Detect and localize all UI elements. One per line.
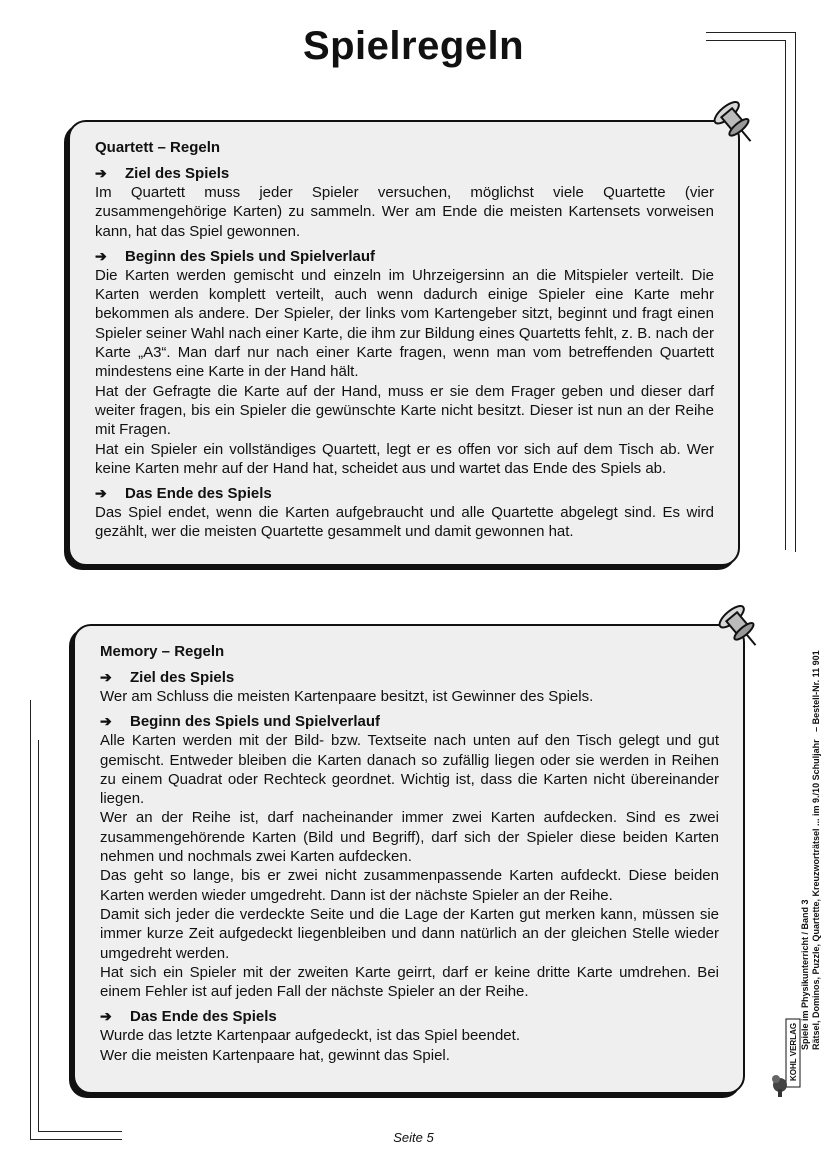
frame-bottom-left-v (30, 700, 31, 1140)
memory-start-p1: Alle Karten werden mit der Bild- bzw. Textseite nach unten auf den Tisch gelegt und gut gemischt. Entweder bleiben die Karten danach so zufällig liegen oder sie werden in Reihen zu einem Quadrat oder Rechteck geordnet. Wichtig ist, dass die Karten nicht übereinander liegen. (100, 732, 719, 808)
memory-end-heading-text: Das Ende des Spiels (130, 1008, 277, 1026)
side-publication-info (800, 550, 822, 1050)
quartett-end-heading-text: Das Ende des Spiels (125, 485, 272, 503)
side-line-1 (800, 550, 811, 1050)
quartett-start-p1: Die Karten werden gemischt und einzeln im Uhrzeigersinn an die Mitspieler verteilt. Die Karten werden komplett verteilt, auch wenn dadurch einige Spieler eine Karte mehr bekommen als andere. Der Spieler, der links vom Kartengeber sitzt, beginnt und fragt einen Spieler seiner Wahl nach einer Karte, die ihm zur Bildung eines Quartetts fehlt, z. B. nach der Karte „A3“. Man darf nur nach einer Karte fragen, wenn man vom betreffenden Quartett mindestens eine Karte in der Hand hält. (95, 266, 714, 381)
quartett-end-heading (95, 484, 714, 503)
memory-start-p4: Damit sich jeder die verdeckte Seite und die Lage der Karten gut merken kann, müssen sie immer kurze Zeit aufgedeckt liegenbleiben und dann natürlich an der gleichen Stelle wieder umgedreht werden. (100, 905, 719, 962)
memory-start-heading (100, 712, 719, 731)
pushpin-icon (717, 604, 767, 654)
memory-rules-box (73, 624, 745, 1094)
logo-text: KOHL VERLAG (789, 1022, 798, 1081)
quartett-start-p2: Hat der Gefragte die Karte auf der Hand, muss er sie dem Frager geben und dieser darf weiter fragen, bis ein Spieler die gewünschte Karte nicht besitzt. Dieser ist nun an der Reihe mit Fragen. (95, 382, 714, 439)
quartett-title: Quartett – Regeln (95, 139, 221, 156)
quartett-rules-box (68, 120, 740, 566)
arrow-right-icon: ➔ (95, 165, 107, 181)
side-order-number: – Bestell-Nr. 11 901 (811, 650, 821, 732)
memory-start-heading-text: Beginn des Spiels und Spielverlauf (130, 713, 381, 731)
memory-goal-heading-text: Ziel des Spiels (130, 669, 235, 686)
frame-top-right-v (795, 32, 796, 552)
memory-start-p5: Hat sich ein Spieler mit der zweiten Karte geirrt, darf er keine dritte Karte umdrehen. Bei einem Fehler ist auf jeden Fall der nächste Spieler an der Reihe. (100, 963, 719, 1001)
memory-end-p1: Wurde das letzte Kartenpaar aufgedeckt, ist das Spiel beendet. (100, 1027, 520, 1045)
arrow-right-icon: ➔ (100, 669, 112, 685)
arrow-right-icon: ➔ (100, 713, 112, 730)
memory-start-p2: Wer an der Reihe ist, darf nacheinander immer zwei Karten aufdecken. Sind es zwei zusammengehörende Karten (Bild und Begriff), darf sich der Spieler diese beiden Karten nehmen und nochmals zwei Karten aufdecken. (100, 809, 719, 866)
quartett-goal-heading (95, 164, 714, 183)
side-subtitle: Rätsel, Dominos, Puzzle, Quartette, Kreuzworträtsel ... im 9./10 Schuljahr (811, 739, 821, 1050)
memory-end-p2: Wer die meisten Kartenpaare hat, gewinnt das Spiel. (100, 1046, 450, 1064)
quartett-start-heading-text: Beginn des Spiels und Spielverlauf (125, 247, 376, 265)
memory-title: Memory – Regeln (100, 643, 225, 660)
memory-start-p3: Das geht so lange, bis er zwei nicht zusammenpassende Karten aufdeckt. Diese beiden Karten werden wieder umgedreht. Dann ist der nächste Spieler an der Reihe. (100, 867, 719, 904)
pushpin-icon (712, 100, 762, 150)
memory-goal-heading (100, 668, 719, 687)
memory-goal-text: Wer am Schluss die meisten Kartenpaare besitzt, ist Gewinner des Spiels. (100, 688, 594, 705)
frame-bottom-left-v2 (38, 740, 39, 1132)
page-title: Spielregeln (302, 24, 525, 68)
quartett-goal-heading-text: Ziel des Spiels (125, 165, 230, 182)
quartett-goal-text: Im Quartett muss jeder Spieler versuchen, möglichst viele Quartette (vier zusammengehörige Karten) zu sammeln. Wer am Ende die meisten Kartensets vorweisen kann, hat das Spiel gewonnen. (95, 184, 714, 240)
quartett-end-text: Das Spiel endet, wenn die Karten aufgebraucht und alle Quartette abgelegt sind. Es wird gezählt, wer die meisten Quartette gesammelt und damit gewonnen hat. (95, 504, 714, 541)
memory-end-heading (100, 1007, 719, 1026)
arrow-right-icon: ➔ (95, 485, 107, 502)
kohl-verlag-logo (770, 1015, 804, 1101)
quartett-start-p3: Hat ein Spieler ein vollständiges Quartett, legt er es offen vor sich auf dem Tisch ab. Wer keine Karten mehr auf der Hand hat, scheidet aus und wartet das Ende des Spiels ab. (95, 440, 714, 477)
arrow-right-icon: ➔ (95, 247, 107, 264)
page-number: Seite 5 (393, 1130, 434, 1145)
side-series-title: Spiele im Physikunterricht / Band 3 (800, 899, 810, 1050)
arrow-right-icon: ➔ (100, 1008, 112, 1025)
side-line-2 (811, 550, 822, 1050)
quartett-start-heading (95, 247, 714, 266)
frame-top-right-v2 (785, 40, 786, 550)
